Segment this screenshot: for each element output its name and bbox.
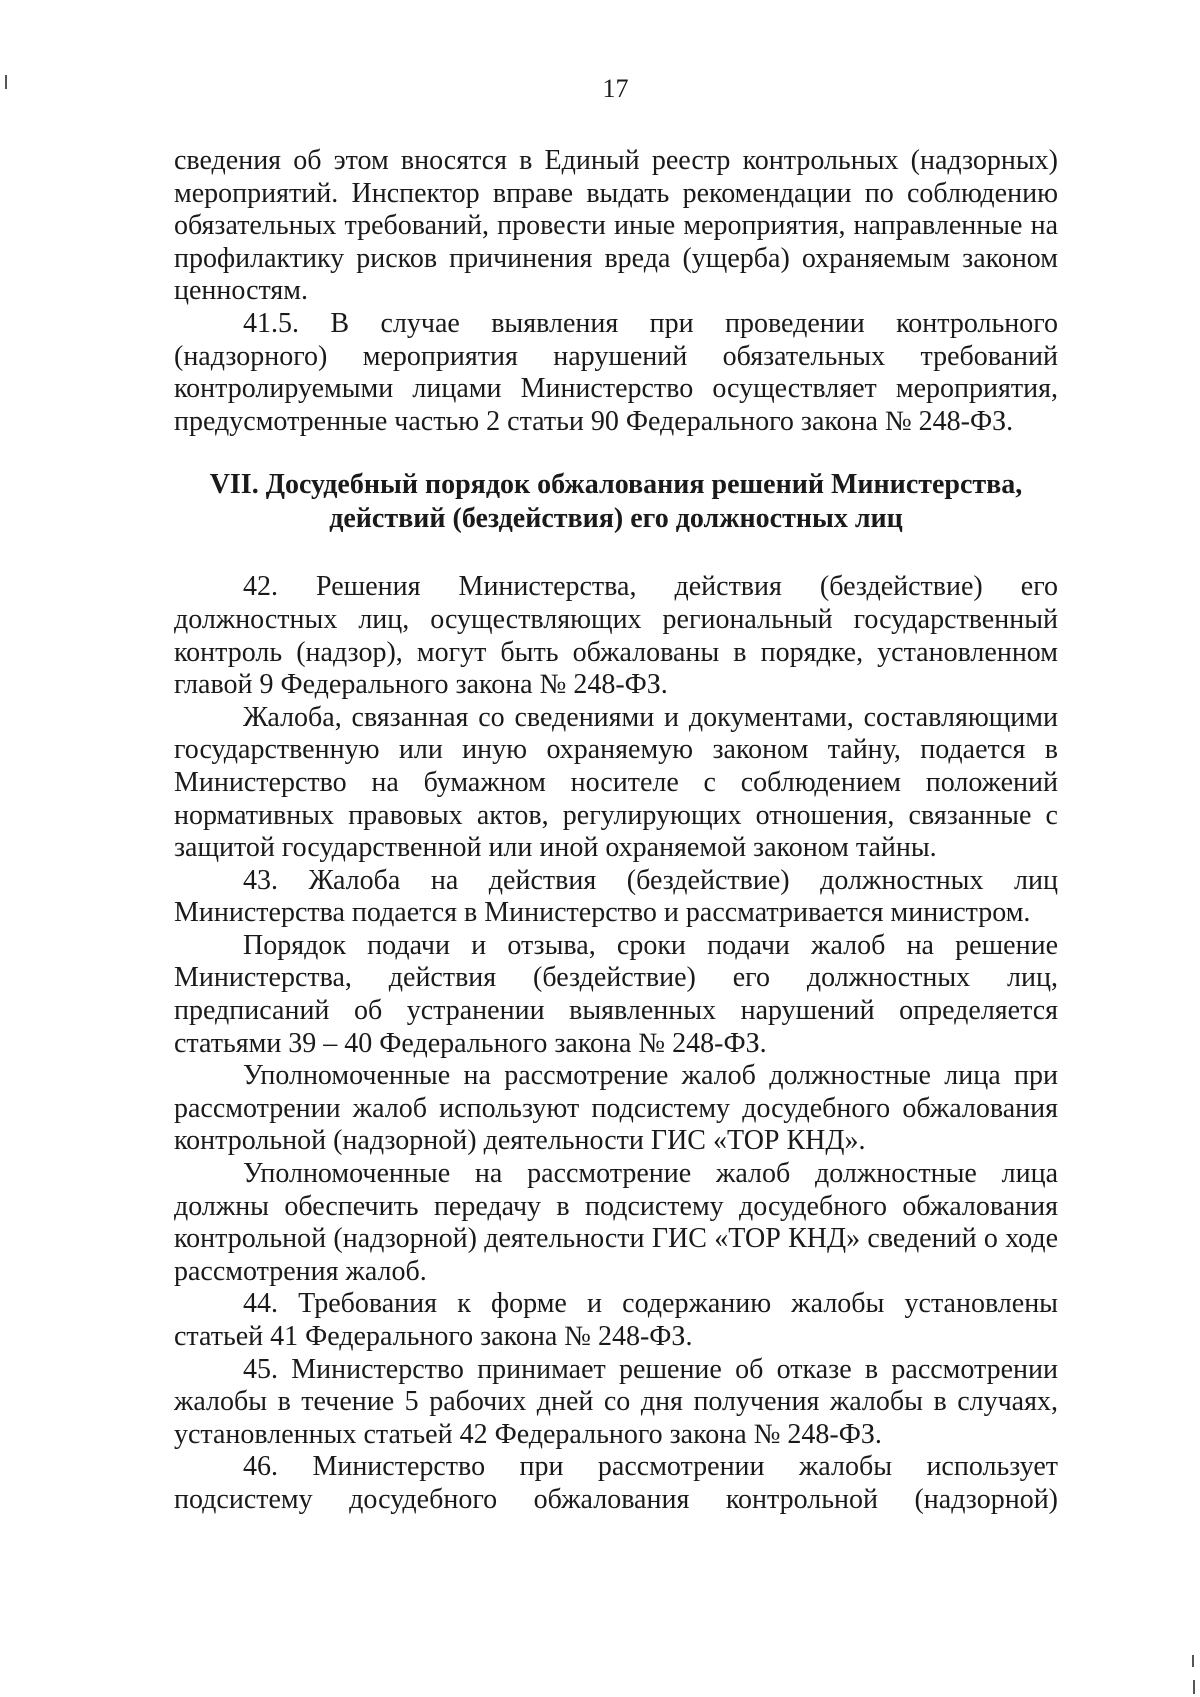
document-body: [174, 145, 1058, 1517]
scan-artifact: [1192, 1655, 1194, 1667]
paragraph-42: 42. Решения Министерства, действия (бездействие) его должностных лиц, осуществляющих региональный государственный контроль (надзор), могут быть обжалованы в порядке, установленном главой 9 Федерального закона № 248-ФЗ.: [174, 571, 1058, 701]
section-heading: [174, 468, 1058, 536]
section-heading-line-2: действий (бездействия) его должностных лиц: [329, 503, 903, 535]
paragraph: Уполномоченные на рассмотрение жалоб должностные лица должны обеспечить передачу в подсистему досудебного обжалования контрольной (надзорной) деятельности ГИС «ТОР КНД» сведений о ходе рассмотрения жалоб.: [174, 1158, 1058, 1287]
scan-artifact: [5, 75, 7, 89]
paragraph-46: 46. Министерство при рассмотрении жалобы использует подсистему досудебного обжалования контрольной (надзорной): [174, 1451, 1058, 1515]
paragraph-41-5: 41.5. В случае выявления при проведении контрольного (надзорного) мероприятия нарушений обязательных требований контролируемыми лицами Министерство осуществляет мероприятия, предусмотренные частью 2 статьи 90 Федерального закона № 248-ФЗ.: [174, 307, 1058, 437]
paragraph: сведения об этом вносятся в Единый реестр контрольных (надзорных) мероприятий. Инспектор вправе выдать рекомендации по соблюдению обязательных требований, провести иные мероприятия, направленные на профилактику рисков причинения вреда (ущерба) охраняемым законом ценностям.: [174, 145, 1058, 307]
paragraph: Жалоба, связанная со сведениями и документами, составляющими государственную или иную охраняемую законом тайну, подается в Министерство на бумажном носителе с соблюдением положений нормативных правовых актов, регулирующих отношения, связанные с защитой государственной или иной охраняемой законом тайны.: [174, 701, 1058, 864]
paragraph-44: 44. Требования к форме и содержанию жалобы установлены статьей 41 Федерального закона № 248-ФЗ.: [174, 1288, 1058, 1352]
paragraph: Уполномоченные на рассмотрение жалоб должностные лица при рассмотрении жалоб используют подсистему досудебного обжалования контрольной (надзорной) деятельности ГИС «ТОР КНД».: [174, 1060, 1058, 1157]
scan-artifact: [1193, 1680, 1195, 1694]
paragraph-45: 45. Министерство принимает решение об отказе в рассмотрении жалобы в течение 5 рабочих дней со дня получения жалобы в случаях, установленных статьей 42 Федерального закона № 248-ФЗ.: [174, 1353, 1058, 1450]
paragraph: Порядок подачи и отзыва, сроки подачи жалоб на решение Министерства, действия (бездействие) его должностных лиц, предписаний об устранении выявленных нарушений определяется статьями 39 – 40 Федерального закона № 248-ФЗ.: [174, 929, 1058, 1059]
paragraph-43: 43. Жалоба на действия (бездействие) должностных лиц Министерства подается в Министерство и рассматривается министром.: [174, 864, 1058, 929]
page-number: 17: [602, 74, 629, 103]
section-heading-line-1: VII. Досудебный порядок обжалования решений Министерства,: [209, 469, 1023, 501]
